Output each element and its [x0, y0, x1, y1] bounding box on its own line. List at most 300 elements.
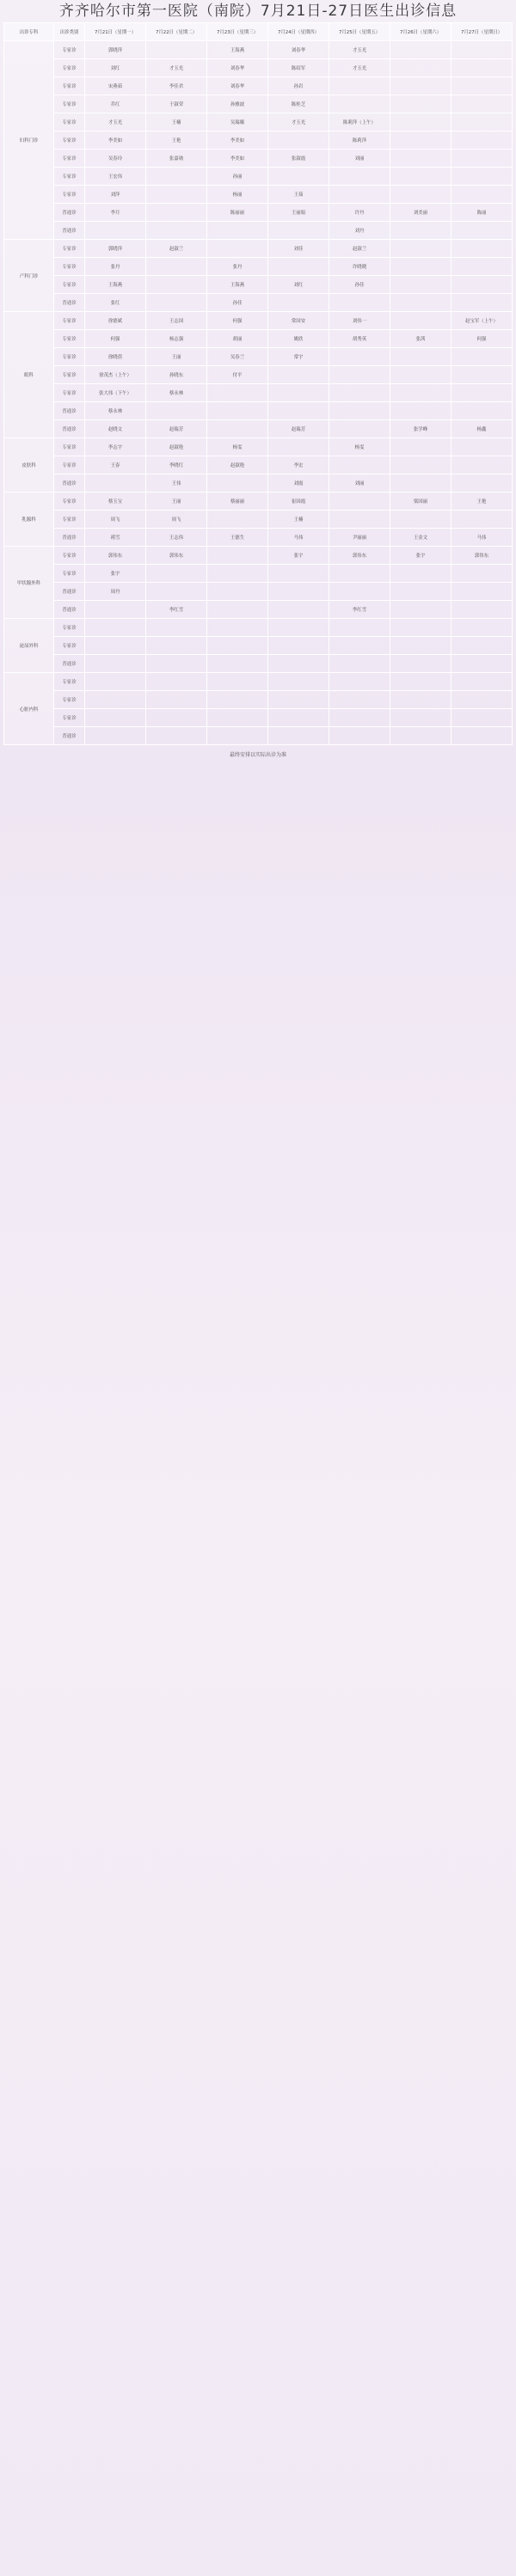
doctor-cell — [146, 402, 207, 420]
doctor-cell: 王海燕 — [85, 276, 146, 294]
table-row — [4, 402, 513, 420]
doctor-cell: 王志国 — [146, 312, 207, 330]
doctor-cell — [268, 565, 329, 583]
doctor-cell — [452, 655, 513, 673]
doctor-cell: 郭伟东 — [452, 547, 513, 565]
visit-category: 专家诊 — [54, 59, 85, 77]
doctor-cell — [268, 619, 329, 637]
doctor-cell — [329, 619, 390, 637]
doctor-cell — [452, 601, 513, 619]
visit-category: 专家诊 — [54, 637, 85, 655]
doctor-cell — [207, 474, 268, 493]
header-day-7: 7月27日（星期日） — [452, 23, 513, 41]
table-row — [4, 565, 513, 583]
table-row — [4, 150, 513, 168]
doctor-cell: 孙晓东 — [146, 366, 207, 384]
table-row — [4, 456, 513, 474]
doctor-cell: 王德生 — [207, 529, 268, 547]
doctor-cell: 才玉光 — [329, 41, 390, 59]
doctor-cell — [452, 438, 513, 456]
doctor-cell: 王丽 — [146, 493, 207, 511]
visit-category: 专家诊 — [54, 709, 85, 727]
table-row — [4, 420, 513, 438]
doctor-cell — [146, 583, 207, 601]
doctor-cell: 才玉光 — [146, 59, 207, 77]
visit-category: 专家诊 — [54, 493, 85, 511]
doctor-cell — [390, 402, 452, 420]
doctor-cell — [146, 691, 207, 709]
doctor-cell — [452, 59, 513, 77]
doctor-cell — [390, 150, 452, 168]
doctor-cell — [329, 727, 390, 745]
doctor-cell — [329, 673, 390, 691]
dept-name: 产科门诊 — [4, 240, 54, 312]
doctor-cell: 张红 — [85, 294, 146, 312]
doctor-cell: 张宇 — [85, 565, 146, 583]
doctor-cell: 王宏伟 — [85, 168, 146, 186]
doctor-cell — [207, 547, 268, 565]
doctor-cell — [146, 709, 207, 727]
table-row — [4, 276, 513, 294]
doctor-cell — [390, 168, 452, 186]
doctor-cell — [268, 655, 329, 673]
doctor-cell: 刘春华 — [207, 77, 268, 95]
doctor-cell — [146, 619, 207, 637]
doctor-cell — [329, 366, 390, 384]
doctor-cell — [207, 384, 268, 402]
table-row — [4, 240, 513, 258]
table-row — [4, 583, 513, 601]
doctor-cell: 于淑荣 — [146, 95, 207, 113]
doctor-cell — [329, 709, 390, 727]
doctor-cell — [390, 384, 452, 402]
doctor-cell — [207, 709, 268, 727]
header-day-5: 7月25日（星期五） — [329, 23, 390, 41]
doctor-cell — [207, 655, 268, 673]
doctor-cell: 陈绍军 — [268, 59, 329, 77]
doctor-cell: 才玉光 — [268, 113, 329, 132]
doctor-cell — [452, 474, 513, 493]
doctor-cell: 常国安 — [268, 312, 329, 330]
doctor-cell — [329, 168, 390, 186]
doctor-cell: 王志伟 — [146, 529, 207, 547]
doctor-cell: 乔红 — [85, 95, 146, 113]
visit-category: 专家诊 — [54, 77, 85, 95]
doctor-cell: 徐晓蓓 — [85, 348, 146, 366]
doctor-cell — [452, 276, 513, 294]
doctor-cell — [452, 222, 513, 240]
doctor-cell — [268, 168, 329, 186]
doctor-cell — [390, 312, 452, 330]
doctor-cell — [452, 565, 513, 583]
doctor-cell — [268, 709, 329, 727]
doctor-cell — [268, 366, 329, 384]
doctor-cell — [452, 168, 513, 186]
table-row — [4, 222, 513, 240]
doctor-cell — [390, 294, 452, 312]
doctor-cell: 刘萍 — [85, 186, 146, 204]
doctor-cell: 张丹 — [85, 258, 146, 276]
doctor-cell — [452, 456, 513, 474]
table-row — [4, 312, 513, 330]
doctor-cell — [452, 637, 513, 655]
visit-category: 普通诊 — [54, 294, 85, 312]
header-day-3: 7月23日（星期三） — [207, 23, 268, 41]
doctor-cell — [390, 583, 452, 601]
doctor-cell: 何强 — [452, 330, 513, 348]
doctor-cell: 李红雪 — [329, 601, 390, 619]
table-row — [4, 41, 513, 59]
doctor-cell — [207, 619, 268, 637]
doctor-cell — [268, 294, 329, 312]
doctor-cell: 刘佳 — [268, 240, 329, 258]
doctor-cell — [390, 258, 452, 276]
visit-category: 普通诊 — [54, 204, 85, 222]
doctor-cell: 杨雯 — [329, 438, 390, 456]
doctor-cell: 郭伟东 — [146, 547, 207, 565]
visit-category: 普通诊 — [54, 655, 85, 673]
doctor-cell — [207, 583, 268, 601]
doctor-cell — [452, 511, 513, 529]
doctor-cell: 赵晓文 — [85, 420, 146, 438]
doctor-cell — [207, 637, 268, 655]
doctor-cell: 吴春玲 — [85, 150, 146, 168]
doctor-cell — [85, 727, 146, 745]
doctor-cell: 刘霞 — [268, 474, 329, 493]
doctor-cell: 刘伟一 — [329, 312, 390, 330]
doctor-cell: 王艳 — [452, 493, 513, 511]
doctor-cell: 杨志强 — [146, 330, 207, 348]
doctor-cell — [390, 95, 452, 113]
visit-category: 普通诊 — [54, 222, 85, 240]
doctor-cell — [390, 186, 452, 204]
doctor-cell: 付平 — [207, 366, 268, 384]
doctor-cell — [268, 727, 329, 745]
table-row — [4, 727, 513, 745]
doctor-cell: 才玉光 — [85, 113, 146, 132]
table-row — [4, 655, 513, 673]
doctor-cell — [452, 132, 513, 150]
doctor-cell: 马伟 — [268, 529, 329, 547]
doctor-cell: 尹丽丽 — [329, 529, 390, 547]
doctor-cell — [390, 565, 452, 583]
doctor-cell — [207, 511, 268, 529]
doctor-cell: 陈桂芝 — [268, 95, 329, 113]
doctor-cell: 蔡永林 — [146, 384, 207, 402]
doctor-cell: 王茹 — [268, 186, 329, 204]
doctor-cell: 才玉光 — [329, 59, 390, 77]
doctor-cell — [329, 565, 390, 583]
doctor-cell: 胡丽 — [207, 330, 268, 348]
doctor-cell: 周飞 — [85, 511, 146, 529]
doctor-cell: 王丽 — [146, 348, 207, 366]
doctor-cell: 赵淑兰 — [329, 240, 390, 258]
visit-category: 专家诊 — [54, 547, 85, 565]
doctor-cell — [268, 637, 329, 655]
visit-category: 普通诊 — [54, 583, 85, 601]
doctor-cell — [390, 709, 452, 727]
doctor-cell: 李美如 — [207, 150, 268, 168]
doctor-cell: 杨雯 — [207, 438, 268, 456]
header-day-6: 7月26日（星期六） — [390, 23, 452, 41]
doctor-cell: 王金文 — [390, 529, 452, 547]
doctor-cell: 孙雅波 — [207, 95, 268, 113]
doctor-cell: 李宏 — [268, 456, 329, 474]
doctor-cell — [390, 456, 452, 474]
doctor-cell — [390, 222, 452, 240]
doctor-cell — [207, 240, 268, 258]
doctor-cell — [452, 366, 513, 384]
doctor-cell — [329, 402, 390, 420]
table-row — [4, 547, 513, 565]
doctor-cell — [452, 709, 513, 727]
visit-category: 普通诊 — [54, 601, 85, 619]
doctor-cell: 何强 — [85, 330, 146, 348]
doctor-cell: 刘春华 — [207, 59, 268, 77]
doctor-cell — [268, 438, 329, 456]
doctor-cell: 张丹 — [207, 258, 268, 276]
doctor-cell — [85, 655, 146, 673]
doctor-cell — [390, 276, 452, 294]
doctor-cell: 李美如 — [207, 132, 268, 150]
doctor-cell: 吴春兰 — [207, 348, 268, 366]
doctor-cell: 蔡永林 — [85, 402, 146, 420]
visit-category: 专家诊 — [54, 95, 85, 113]
doctor-cell: 张宇 — [390, 547, 452, 565]
doctor-cell: 赵淑艳 — [146, 438, 207, 456]
table-row — [4, 366, 513, 384]
doctor-cell — [268, 258, 329, 276]
doctor-cell — [452, 673, 513, 691]
doctor-cell — [268, 583, 329, 601]
doctor-cell — [329, 294, 390, 312]
doctor-cell: 蔡玉宝 — [85, 493, 146, 511]
dept-name: 甲状腺外科 — [4, 547, 54, 619]
page-title: 齐齐哈尔市第一医院（南院）7月21日-27日医生出诊信息 — [58, 3, 458, 20]
doctor-cell — [207, 402, 268, 420]
visit-category: 专家诊 — [54, 113, 85, 132]
doctor-cell — [329, 691, 390, 709]
doctor-cell — [329, 77, 390, 95]
dept-name: 心脏内科 — [4, 673, 54, 745]
header-day-4: 7月24日（星期四） — [268, 23, 329, 41]
doctor-cell — [452, 691, 513, 709]
doctor-cell — [85, 222, 146, 240]
doctor-cell: 周丹 — [85, 583, 146, 601]
doctor-cell — [268, 384, 329, 402]
doctor-cell — [207, 727, 268, 745]
dept-name: 皮肤科 — [4, 438, 54, 493]
doctor-cell — [85, 709, 146, 727]
doctor-cell — [452, 41, 513, 59]
visit-category: 专家诊 — [54, 348, 85, 366]
dept-name: 乳腺科 — [4, 493, 54, 547]
table-row — [4, 619, 513, 637]
doctor-cell — [390, 59, 452, 77]
doctor-cell — [85, 691, 146, 709]
visit-category: 专家诊 — [54, 168, 85, 186]
doctor-cell — [452, 402, 513, 420]
table-row — [4, 673, 513, 691]
doctor-cell — [390, 113, 452, 132]
doctor-cell — [390, 366, 452, 384]
doctor-cell: 李美如 — [85, 132, 146, 150]
table-row — [4, 601, 513, 619]
doctor-cell: 张淑霞 — [268, 150, 329, 168]
doctor-cell — [390, 673, 452, 691]
table-row — [4, 438, 513, 456]
doctor-cell: 赵瑞芳 — [146, 420, 207, 438]
doctor-cell: 刘春华 — [268, 41, 329, 59]
visit-category: 专家诊 — [54, 456, 85, 474]
doctor-cell: 陈丽 — [452, 204, 513, 222]
header-row — [4, 23, 513, 41]
visit-category: 专家诊 — [54, 673, 85, 691]
doctor-cell — [390, 240, 452, 258]
visit-category: 专家诊 — [54, 366, 85, 384]
header-category: 出诊类别 — [54, 23, 85, 41]
doctor-cell: 刘丹 — [329, 222, 390, 240]
doctor-cell: 刘美丽 — [390, 204, 452, 222]
doctor-cell: 徐德斌 — [85, 312, 146, 330]
visit-category: 专家诊 — [54, 619, 85, 637]
table-row — [4, 95, 513, 113]
doctor-cell: 赵宝军（上午） — [452, 312, 513, 330]
doctor-cell — [390, 348, 452, 366]
header-dept: 出诊专科 — [4, 23, 54, 41]
doctor-cell — [268, 673, 329, 691]
doctor-cell — [329, 655, 390, 673]
dept-name: 泌尿外科 — [4, 619, 54, 673]
doctor-cell: 褚雪 — [85, 529, 146, 547]
doctor-cell: 刘红 — [268, 276, 329, 294]
doctor-cell: 王春 — [85, 456, 146, 474]
doctor-cell — [390, 511, 452, 529]
visit-category: 专家诊 — [54, 511, 85, 529]
doctor-cell — [390, 691, 452, 709]
doctor-cell: 蔡丽丽 — [207, 493, 268, 511]
doctor-cell: 周飞 — [146, 511, 207, 529]
doctor-cell — [268, 691, 329, 709]
doctor-cell: 胡秀英 — [329, 330, 390, 348]
doctor-cell: 李晓红 — [146, 456, 207, 474]
doctor-cell: 刘丽 — [329, 150, 390, 168]
doctor-cell — [146, 637, 207, 655]
doctor-cell — [146, 727, 207, 745]
doctor-cell — [452, 150, 513, 168]
doctor-cell — [329, 583, 390, 601]
header-day-1: 7月21日（星期一） — [85, 23, 146, 41]
doctor-cell: 刘丽 — [329, 474, 390, 493]
doctor-cell — [146, 222, 207, 240]
table-row — [4, 258, 513, 276]
visit-category: 专家诊 — [54, 384, 85, 402]
doctor-cell: 张茜 — [390, 330, 452, 348]
doctor-cell: 王海燕 — [207, 276, 268, 294]
doctor-cell — [85, 637, 146, 655]
doctor-cell: 杨鑫 — [452, 420, 513, 438]
doctor-cell — [146, 168, 207, 186]
doctor-cell: 宋燕茹 — [85, 77, 146, 95]
table-row — [4, 330, 513, 348]
visit-category: 专家诊 — [54, 330, 85, 348]
doctor-cell — [146, 565, 207, 583]
doctor-cell: 孙佳 — [329, 276, 390, 294]
doctor-cell — [452, 258, 513, 276]
doctor-cell — [146, 294, 207, 312]
doctor-cell: 李红雪 — [146, 601, 207, 619]
table-row — [4, 132, 513, 150]
doctor-cell: 何强 — [207, 312, 268, 330]
doctor-cell — [390, 619, 452, 637]
doctor-cell — [85, 474, 146, 493]
doctor-cell — [452, 186, 513, 204]
doctor-cell — [390, 727, 452, 745]
dept-name: 妇科门诊 — [4, 41, 54, 240]
doctor-cell: 常宇 — [268, 348, 329, 366]
doctor-cell: 杨丽 — [207, 186, 268, 204]
table-row — [4, 529, 513, 547]
doctor-cell: 刘红 — [85, 59, 146, 77]
visit-category: 专家诊 — [54, 691, 85, 709]
doctor-cell — [452, 240, 513, 258]
visit-category: 普通诊 — [54, 402, 85, 420]
doctor-cell — [390, 601, 452, 619]
doctor-cell: 马伟 — [452, 529, 513, 547]
doctor-cell: 李志宇 — [85, 438, 146, 456]
doctor-cell — [146, 258, 207, 276]
doctor-cell — [329, 493, 390, 511]
doctor-cell — [268, 601, 329, 619]
doctor-cell — [329, 186, 390, 204]
visit-category: 专家诊 — [54, 312, 85, 330]
doctor-cell — [390, 655, 452, 673]
doctor-cell — [452, 348, 513, 366]
doctor-cell — [329, 420, 390, 438]
visit-category: 普通诊 — [54, 529, 85, 547]
doctor-cell — [207, 420, 268, 438]
doctor-cell — [146, 276, 207, 294]
table-row — [4, 493, 513, 511]
table-row — [4, 186, 513, 204]
doctor-cell: 孙佳 — [207, 294, 268, 312]
table-row — [4, 348, 513, 366]
doctor-cell: 郭伟东 — [85, 547, 146, 565]
table-row — [4, 59, 513, 77]
visit-category: 专家诊 — [54, 565, 85, 583]
doctor-cell — [85, 619, 146, 637]
doctor-cell: 郭伟东 — [329, 547, 390, 565]
doctor-cell — [146, 673, 207, 691]
table-row — [4, 511, 513, 529]
doctor-cell — [146, 186, 207, 204]
visit-category: 专家诊 — [54, 41, 85, 59]
doctor-cell — [329, 637, 390, 655]
doctor-cell — [452, 294, 513, 312]
doctor-cell: 王海燕 — [207, 41, 268, 59]
table-row — [4, 204, 513, 222]
doctor-cell — [85, 601, 146, 619]
doctor-cell — [452, 619, 513, 637]
visit-category: 专家诊 — [54, 132, 85, 150]
doctor-cell — [85, 673, 146, 691]
doctor-cell — [146, 41, 207, 59]
doctor-cell — [207, 565, 268, 583]
table-row — [4, 77, 513, 95]
doctor-cell — [390, 77, 452, 95]
doctor-cell — [390, 474, 452, 493]
doctor-cell — [268, 402, 329, 420]
